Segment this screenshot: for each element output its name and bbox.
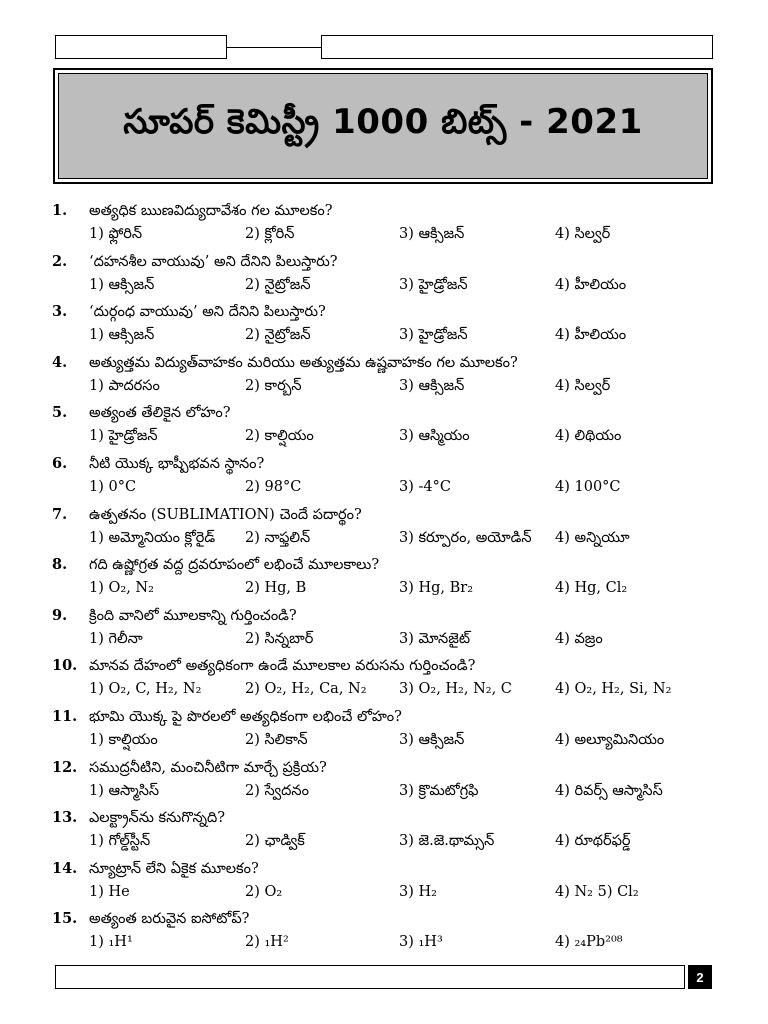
question-header	[52, 453, 722, 475]
option-row	[52, 526, 722, 550]
option-3: 3) కర్పూరం, అయోడిన్	[399, 529, 532, 546]
question-number: 3.	[52, 303, 68, 321]
option-1: 1) ఆక్సిజన్	[89, 276, 155, 293]
option-row	[52, 779, 722, 803]
option-3: 3) ఆస్మియం	[399, 428, 470, 445]
option-4: 4) Hg, Cl₂	[555, 580, 628, 597]
option-3: 3) ఆక్సిజన్	[399, 731, 465, 748]
question-text: అత్యధిక ఋణవిద్యుదావేశం గల మూలకం?	[89, 203, 333, 219]
question-header	[52, 200, 722, 222]
question-item	[52, 706, 722, 757]
question-text: అత్యంత బరువైన ఐసోటోప్?	[89, 911, 250, 928]
question-item	[52, 858, 722, 909]
option-1: 1) గెలీనా	[89, 630, 143, 647]
question-text: నీటి యొక్క భాష్పీభవన స్థానం?	[89, 455, 265, 472]
option-2: 2) క్లోరిన్	[245, 226, 295, 242]
option-2: 2) కార్బన్	[245, 377, 302, 394]
option-3: 3) ఆక్సిజన్	[399, 377, 465, 394]
question-number: 7.	[52, 505, 68, 523]
question-item	[52, 605, 722, 656]
option-1: 1) అమ్మోనియం క్లోరైడ్	[89, 529, 216, 546]
question-text: న్యూట్రాన్ లేని ఏకైక మూలకం?	[89, 860, 259, 877]
option-row	[52, 222, 722, 246]
option-4: 4) హీలియం	[555, 276, 627, 293]
option-row	[52, 829, 722, 853]
option-3: 3) Hg, Br₂	[399, 580, 474, 597]
question-text: మానవ దేహంలో అత్యధికంగా ఉండే మూలకాల వరుసను గుర్తించండి?	[89, 658, 476, 675]
question-header	[52, 301, 722, 323]
option-2: 2) నైట్రోజన్	[245, 276, 311, 293]
option-3: 3) ఆక్సిజన్	[399, 226, 465, 242]
question-item	[52, 200, 722, 251]
option-1: 1) O₂, C, H₂, N₂	[89, 681, 202, 698]
question-number: 6.	[52, 454, 68, 472]
option-4: 4) లిథియం	[555, 428, 622, 445]
question-item	[52, 352, 722, 403]
question-item	[52, 453, 722, 504]
option-4: 4) రూథర్‌ఫర్డ్	[555, 833, 631, 850]
question-number: 14.	[52, 859, 78, 877]
header-left-box	[55, 35, 227, 59]
title-banner-inner	[58, 73, 708, 179]
question-header	[52, 807, 722, 829]
question-text: అత్యుత్తమ విద్యుత్‌వాహకం మరియు అత్యుత్తమ ఉష్ణవాహకం గల మూలకం?	[89, 354, 518, 371]
option-2: 2) Hg, B	[245, 580, 307, 597]
question-number: 13.	[52, 809, 78, 827]
question-number: 1.	[52, 202, 68, 219]
question-item	[52, 251, 722, 302]
option-row	[52, 627, 722, 651]
option-1: 1) 0°C	[89, 478, 137, 495]
header-right-box	[321, 35, 713, 59]
option-4: 4) అన్నియూ	[555, 529, 630, 546]
question-item	[52, 554, 722, 605]
question-number: 9.	[52, 606, 68, 624]
question-header	[52, 554, 722, 576]
option-2: 2) స్వేదనం	[245, 782, 309, 799]
option-1: 1) O₂, N₂	[89, 580, 154, 597]
option-1: 1) ఆస్మాసిస్	[89, 782, 160, 799]
option-1: 1) గోల్డ్‌స్టీన్	[89, 833, 151, 850]
question-text: ఉత్పతనం (SUBLIMATION) చెందే పదార్థం?	[89, 506, 362, 523]
option-1: 1) కాల్షియం	[89, 731, 158, 748]
question-number: 12.	[52, 758, 78, 776]
question-header	[52, 251, 722, 273]
option-1: 1) ₁H¹	[89, 934, 133, 951]
option-3: 3) హైడ్రోజన్	[399, 327, 468, 344]
option-2: 2) ఛాడ్విక్	[245, 833, 305, 850]
question-number: 10.	[52, 657, 78, 675]
option-4: 4) 100°C	[555, 478, 621, 495]
question-text: ‘దహనశీల వాయువు’ అని దేనిని పిలుస్తారు?	[89, 253, 338, 270]
option-3: 3) H₂	[399, 883, 437, 900]
question-text: అత్యంత తేలికైన లోహం?	[89, 405, 231, 422]
question-text: గది ఉష్ణోగ్రత వద్ద ద్రవరూపంలో లభించే మూలకాలు?	[89, 557, 380, 574]
question-text: భూమి యొక్క పై పొరలలో అత్యధికంగా లభించే లోహం?	[89, 708, 402, 725]
option-row	[52, 475, 722, 499]
option-2: 2) నాఫ్తలిన్	[245, 529, 311, 546]
option-row	[52, 424, 722, 448]
option-row	[52, 880, 722, 904]
question-item	[52, 655, 722, 706]
title-banner	[53, 68, 713, 184]
question-header	[52, 352, 722, 374]
option-3: 3) క్రొమటోగ్రఫి	[399, 782, 479, 799]
question-number: 4.	[52, 353, 68, 371]
question-header	[52, 908, 722, 930]
option-2: 2) నైట్రోజన్	[245, 327, 311, 344]
question-text: ‘దుర్గంధ వాయువు’ అని దేనిని పిలుస్తారు?	[89, 304, 326, 321]
question-item	[52, 301, 722, 352]
option-4: 4) వజ్రం	[555, 630, 603, 647]
option-3: 3) -4°C	[399, 478, 451, 495]
question-header	[52, 858, 722, 880]
option-row	[52, 576, 722, 600]
option-4: 4) సిల్వర్	[555, 377, 611, 394]
option-row	[52, 323, 722, 347]
option-row	[52, 728, 722, 752]
option-row	[52, 273, 722, 297]
question-item	[52, 757, 722, 808]
option-3: 3) O₂, H₂, N₂, C	[399, 681, 512, 698]
footer-bar	[55, 965, 685, 989]
option-2: 2) O₂, H₂, Ca, N₂	[245, 681, 367, 698]
page-number: 2	[688, 965, 712, 989]
question-text: ఎలక్ట్రాన్‌ను కనుగొన్నది?	[89, 810, 225, 827]
option-4: 4) ₂₄Pb²⁰⁸	[555, 934, 623, 951]
question-item	[52, 908, 722, 959]
question-list	[52, 200, 722, 959]
option-row	[52, 677, 722, 701]
question-header	[52, 655, 722, 677]
option-1: 1) ఫ్లోరిన్	[89, 226, 143, 242]
question-header	[52, 605, 722, 627]
option-2: 2) 98°C	[245, 478, 302, 495]
question-number: 8.	[52, 556, 68, 574]
option-3: 3) ₁H³	[399, 934, 443, 951]
option-2: 2) సిలికాన్	[245, 731, 308, 748]
option-2: 2) O₂	[245, 883, 283, 900]
page-title: సూపర్ కెమిస్ట్రీ 1000 బిట్స్ - 2021	[123, 102, 643, 142]
question-number: 11.	[52, 707, 78, 725]
question-header	[52, 504, 722, 526]
option-2: 2) ₁H²	[245, 934, 289, 951]
option-4: 4) O₂, H₂, Si, N₂	[555, 681, 672, 698]
question-number: 5.	[52, 404, 68, 422]
option-1: 1) ఆక్సిజన్	[89, 327, 155, 344]
option-3: 3) హైడ్రోజన్	[399, 276, 468, 293]
question-header	[52, 706, 722, 728]
question-text: క్రింది వానిలో మూలకాన్ని గుర్తించండి?	[89, 607, 297, 624]
question-item	[52, 402, 722, 453]
option-2: 2) కాల్షియం	[245, 428, 314, 445]
question-number: 2.	[52, 252, 68, 270]
option-4: 4) హీలియం	[555, 327, 627, 344]
option-1: 1) హైడ్రోజన్	[89, 428, 158, 445]
option-3: 3) మోనజైట్	[399, 630, 471, 647]
option-row	[52, 930, 722, 954]
question-header	[52, 757, 722, 779]
question-header	[52, 402, 722, 424]
option-2: 2) సిన్నబార్	[245, 630, 314, 647]
header-connector-line	[227, 47, 321, 48]
option-3: 3) జె.జె.థామ్సన్	[399, 833, 495, 850]
question-item	[52, 807, 722, 858]
option-1: 1) He	[89, 883, 130, 900]
option-row	[52, 374, 722, 398]
option-4: 4) సిల్వర్	[555, 226, 611, 242]
option-4: 4) రివర్స్ ఆస్మాసిస్	[555, 782, 663, 799]
question-number: 15.	[52, 910, 78, 928]
option-4: 4) N₂ 5) Cl₂	[555, 883, 639, 900]
option-4: 4) అల్యూమినియం	[555, 731, 665, 748]
question-item	[52, 504, 722, 555]
option-1: 1) పాదరసం	[89, 377, 160, 394]
question-text: సముద్రనీటిని, మంచినీటిగా మార్చే ప్రక్రియ?	[89, 759, 327, 776]
